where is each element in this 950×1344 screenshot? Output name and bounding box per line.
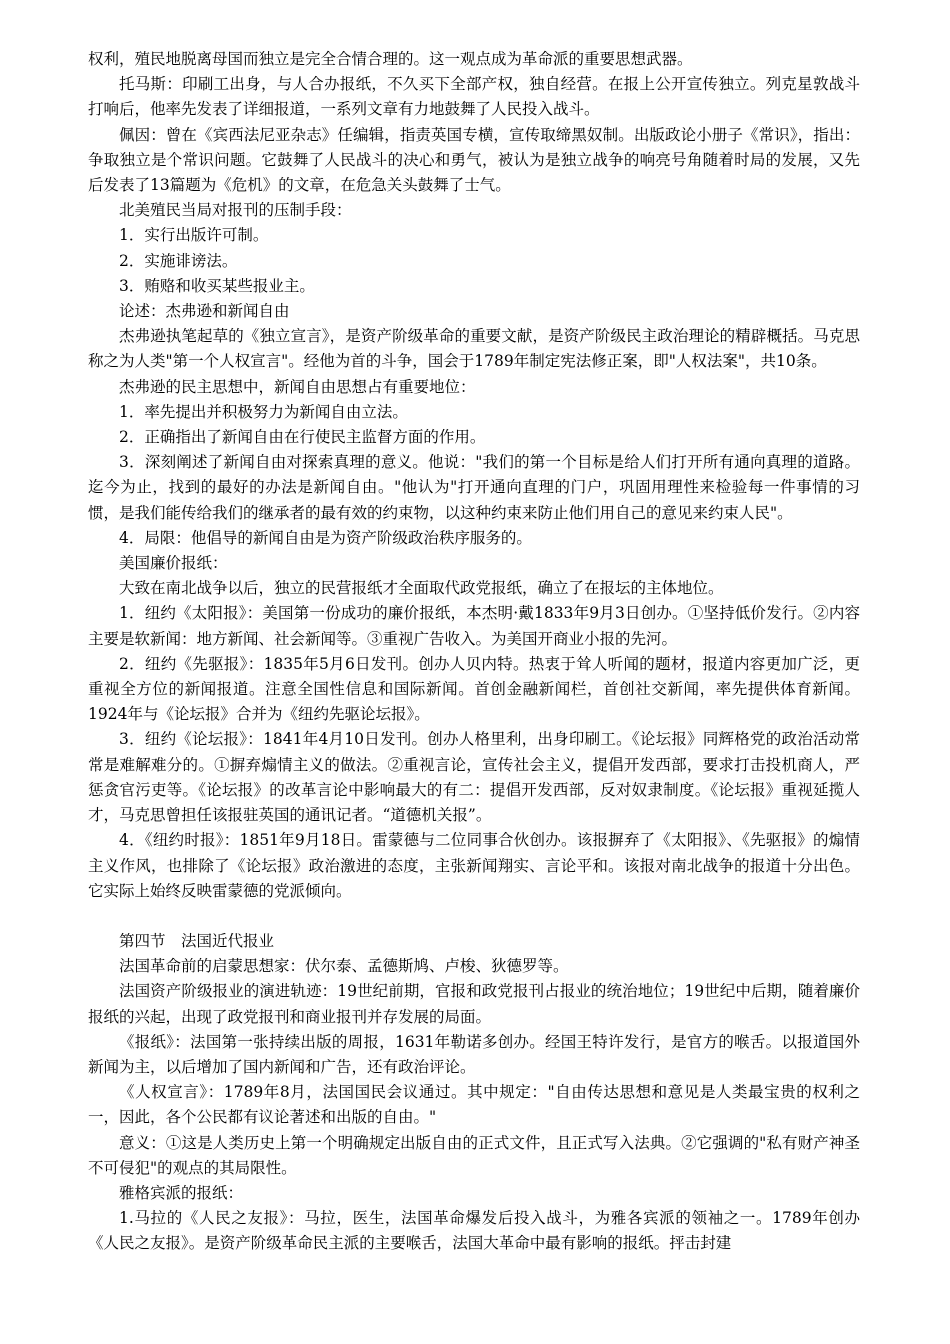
list-item: 1．实行出版许可制。: [119, 226, 269, 245]
section-title: 第四节 法国近代报业: [119, 931, 275, 950]
list-item: 1．率先提出并积极努力为新闻自由立法。: [119, 402, 408, 421]
list-item: 2．实施诽谤法。: [119, 251, 238, 270]
list-item: 2．正确指出了新闻自由在行使民主监督方面的作用。: [119, 428, 486, 447]
paragraph: 大致在南北战争以后，独立的民营报纸才全面取代政党报纸，确立了在报坛的主体地位。: [119, 579, 724, 598]
blank-line: [88, 904, 860, 929]
paragraph: 权利，殖民地脱离母国而独立是完全合情合理的。这一观点成为革命派的重要思想武器。: [88, 50, 693, 68]
list-item: 4．局限：他倡导的新闻自由是为资产阶级政治秩序服务的。: [119, 528, 532, 547]
paragraph: 法国资产阶级报业的演进轨迹：19世纪前期，官报和政党报刊占报业的统治地位；19世纪中后期，随着廉价报纸的兴起，出现了政党报刊和商业报刊并存发展的局面。: [88, 982, 860, 1026]
paragraph: 杰弗逊的民主思想中，新闻自由思想占有重要地位：: [119, 377, 476, 396]
list-item: 2．纽约《先驱报》：1835年5月6日发刊。创办人贝内特。热衷于耸人听闻的题材，报道内容更加广泛，更重视全方位的新闻报道。注意全国性信息和国际新闻。首创金融新闻栏，首创社交新闻，率先提供体育新闻。1924年与《论坛报》合并为《纽约先驱论坛报》。: [88, 654, 860, 724]
paragraph: 《报纸》：法国第一张持续出版的周报，1631年勒诺多创办。经国王特许发行，是官方的喉舌。以报道国外新闻为主，以后增加了国内新闻和广告，还有政治评论。: [88, 1032, 860, 1076]
subheading: 论述：杰弗逊和新闻自由: [119, 302, 290, 321]
list-item: 3．深刻阐述了新闻自由对探索真理的意义。他说："我们的第一个目标是给人们打开所有通向真理的道路。迄今为止，找到的最好的办法是新闻自由。"他认为"打开通向直理的门户，巩固用理性来检验每一件事情的习惯，是我们能传给我们的继承者的最有效的约束物，以这种约束来防止他们用自己的意见来约束人民"。: [88, 453, 860, 522]
list-item: 3．贿赂和收买某些报业主。: [119, 276, 315, 295]
paragraph: 杰弗逊执笔起草的《独立宣言》，是资产阶级革命的重要文献，是资产阶级民主政治理论的精辟概括。马克思称之为人类"第一个人权宣言"。经他为首的斗争，国会于1789年制定宪法修正案，即"人权法案"，共10条。: [88, 327, 860, 371]
subheading: 美国廉价报纸：: [119, 554, 228, 573]
subheading: 雅格宾派的报纸：: [119, 1183, 244, 1202]
list-item: 1．纽约《太阳报》：美国第一份成功的廉价报纸，本杰明·戴1833年9月3日创办。①坚持低价发行。②内容主要是软新闻：地方新闻、社会新闻等。③重视广告收入。为美国开商业小报的先河。: [88, 604, 860, 648]
document-page: [88, 47, 860, 1257]
paragraph: 意义：①这是人类历史上第一个明确规定出版自由的正式文件，且正式写入法典。②它强调的"私有财产神圣不可侵犯"的观点的其局限性。: [88, 1133, 860, 1177]
paragraph: 佩因：曾在《宾西法尼亚杂志》任编辑，指责英国专横，宣传取缔黑奴制。出版政论小册子《常识》，指出：争取独立是个常识问题。它鼓舞了人民战斗的决心和勇气，被认为是独立战争的响亮号角随着时局的发展，又先后发表了13篇题为《危机》的文章，在危急关头鼓舞了士气。: [88, 125, 860, 195]
paragraph: 托马斯：印刷工出身，与人合办报纸，不久买下全部产权，独自经营。在报上公开宣传独立。列克星敦战斗打响后，他率先发表了详细报道，一系列文章有力地鼓舞了人民投入战斗。: [88, 75, 860, 119]
list-item: 3．纽约《论坛报》：1841年4月10日发刊。创办人格里利，出身印刷工。《论坛报》同辉格党的政治活动常常是难解难分的。①摒弃煽情主义的做法。②重视言论，宣传社会主义，提倡开发西部，要求打击投机商人，严惩贪官污吏等。《论坛报》的改革言论中影响最大的有二：提倡开发西部，反对奴隶制度。《论坛报》重视延揽人才，马克思曾担任该报驻英国的通讯记者。“道德机关报”。: [88, 730, 860, 825]
paragraph: 北美殖民当局对报刊的压制手段：: [119, 201, 352, 220]
list-item: 4．《纽约时报》：1851年9月18日。雷蒙德与二位同事合伙创办。该报摒弃了《太阳报》、《先驱报》的煽情主义作风，也排除了《论坛报》政治激进的态度，主张新闻翔实、言论平和。该报对南北战争的报道十分出色。它实际上始终反映雷蒙德的党派倾向。: [88, 831, 860, 900]
paragraph: 《人权宣言》：1789年8月，法国国民会议通过。其中规定："自由传达思想和意见是人类最宝贵的权利之一，因此，各个公民都有议论著述和出版的自由。": [88, 1083, 860, 1127]
list-item: 1.马拉的《人民之友报》：马拉，医生，法国革命爆发后投入战斗，为雅各宾派的领袖之一。1789年创办《人民之友报》。是资产阶级革命民主派的主要喉舌，法国大革命中最有影响的报纸。抨击封建: [88, 1209, 860, 1253]
paragraph: 法国革命前的启蒙思想家：伏尔泰、孟德斯鸠、卢梭、狄德罗等。: [119, 957, 569, 976]
